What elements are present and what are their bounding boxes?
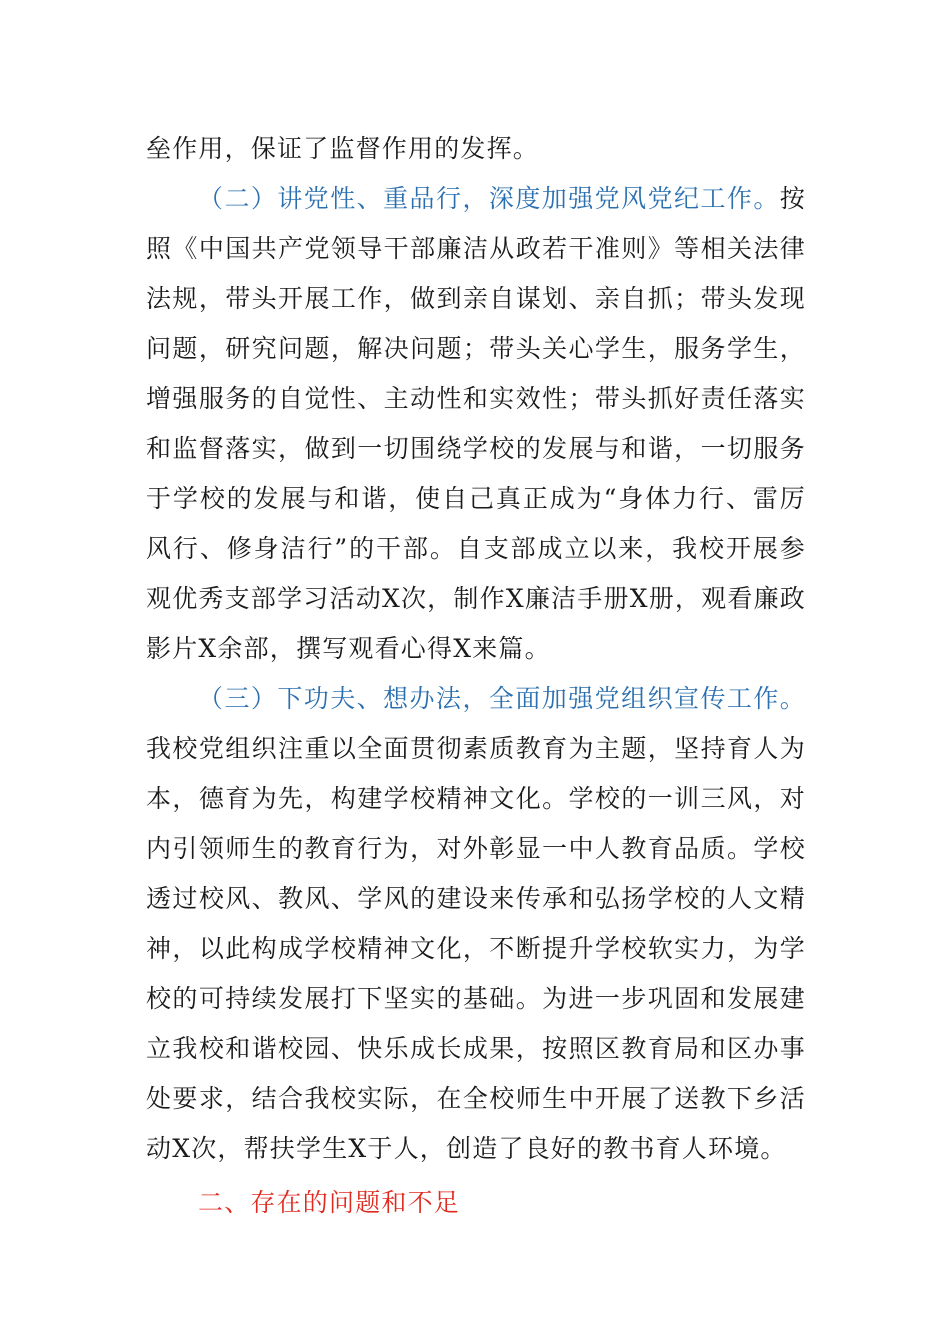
heading-problems: 二、存在的问题和不足 <box>198 1188 461 1217</box>
section-3-body: 我校党组织注重以全面贯彻素质教育为主题，坚持育人为本，德育为先，构建学校精神文化。学校的一训三风，对内引领师生的教育行为，对外彰显一中人教育品质。学校透过校风、教风、学风的建设来传承和弘扬学校的人文精神，以此构成学校精神文化，不断提升学校软实力，为学校的可持续发展打下坚实的基础。为进一步巩固和发展建立我校和谐校园、快乐成长成果，按照区教育局和区办事处要求，结合我校实际，在全校师生中开展了送教下乡活动X次，帮扶学生X于人，创造了良好的教书育人环境。 <box>146 734 806 1163</box>
section-3-title: （三）下功夫、想办法，全面加强党组织宣传工作。 <box>198 684 806 713</box>
paragraph-section-2 <box>146 174 806 674</box>
document-body <box>146 124 806 1228</box>
section-2-title: （二）讲党性、重品行，深度加强党风党纪工作。 <box>198 184 780 213</box>
paragraph-continued: 垒作用，保证了监督作用的发挥。 <box>146 134 540 163</box>
paragraph-section-3 <box>146 674 806 1174</box>
section-2-body: 按照《中国共产党领导干部廉洁从政若干准则》等相关法律法规，带头开展工作，做到亲自谋划、亲自抓；带头发现问题，研究问题，解决问题；带头关心学生，服务学生，增强服务的自觉性、主动性和实效性；带头抓好责任落实和监督落实，做到一切围绕学校的发展与和谐，一切服务于学校的发展与和谐，使自己真正成为“身体力行、雷厉风行、修身洁行”的干部。自支部成立以来，我校开展参观优秀支部学习活动X次，制作X廉洁手册X册，观看廉政影片X余部，撰写观看心得X来篇。 <box>146 184 806 663</box>
